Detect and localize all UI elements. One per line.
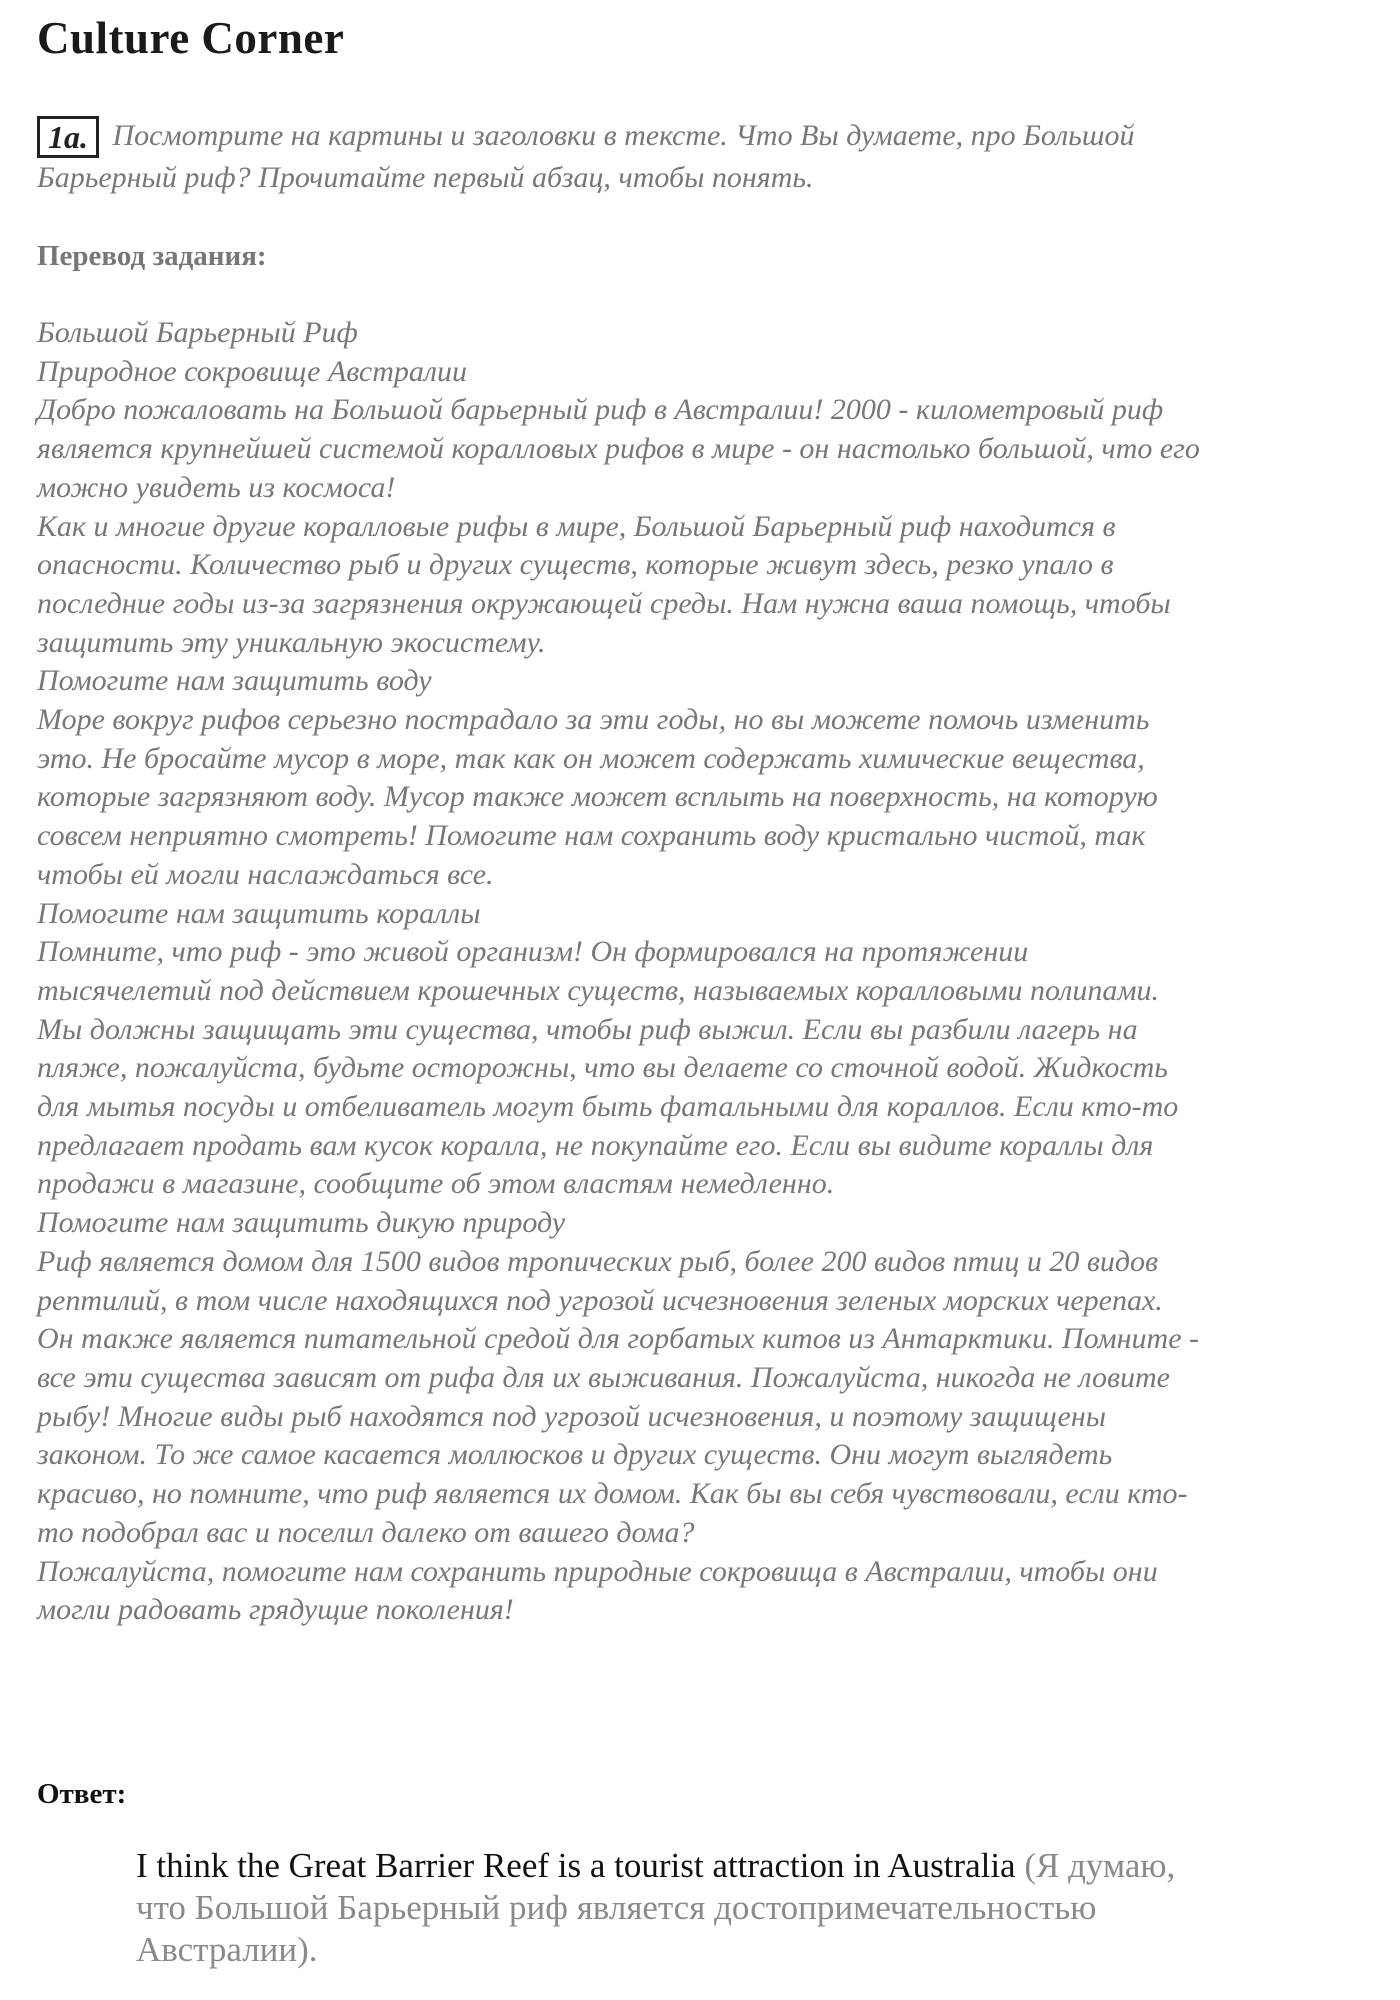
translation-line: красиво, но помните, что риф является их домом. Как бы вы себя чувствовали, если кто-: [37, 1477, 1188, 1511]
translation-line: можно увидеть из космоса!: [37, 470, 396, 504]
translation-line: то подобрал вас и поселил далеко от вашего дома?: [37, 1515, 695, 1549]
translation-line: Природное сокровище Австралии: [37, 354, 467, 388]
translation-text: [37, 314, 1362, 1630]
translation-line: продажи в магазине, сообщите об этом властям немедленно.: [37, 1167, 835, 1201]
page-title: Culture Corner: [37, 13, 345, 63]
translation-line: для мытья посуды и отбеливатель могут быть фатальными для кораллов. Если кто-то: [37, 1090, 1179, 1124]
translation-line: предлагает продать вам кусок коралла, не покупайте его. Если вы видите кораллы для: [37, 1128, 1154, 1162]
translation-line: Помогите нам защитить кораллы: [37, 896, 481, 930]
answer-label: Ответ:: [37, 1778, 127, 1810]
translation-line: рыбу! Многие виды рыб находятся под угрозой исчезновения, и поэтому защищены: [37, 1399, 1107, 1433]
translation-line: чтобы ей могли наслаждаться все.: [37, 857, 494, 891]
task-text-line-1: Посмотрите на картины и заголовки в тексте. Что Вы думаете, про Большой: [112, 119, 1135, 152]
translation-line: Пожалуйста, помогите нам сохранить природные сокровища в Австралии, чтобы они: [37, 1554, 1158, 1588]
translation-line: Как и многие другие коралловые рифы в мире, Большой Барьерный риф находится в: [37, 509, 1116, 543]
answer-russian-part-1: (Я думаю,: [1024, 1846, 1176, 1885]
translation-line: защитить эту уникальную экосистему.: [37, 625, 546, 659]
translation-line: тысячелетий под действием крошечных существ, называемых коралловыми полипами.: [37, 973, 1160, 1007]
translation-line: рептилий, в том числе находящихся под угрозой исчезновения зеленых морских черепах.: [37, 1283, 1163, 1317]
answer-text: [136, 1845, 1316, 1971]
translation-line: является крупнейшей системой коралловых рифов в мире - он настолько большой, что его: [37, 432, 1200, 466]
translation-line: Море вокруг рифов серьезно пострадало за эти годы, но вы можете помочь изменить: [37, 703, 1150, 737]
translation-heading: Перевод задания:: [37, 240, 267, 272]
answer-russian-line-2: что Большой Барьерный риф является достопримечательностью: [136, 1888, 1097, 1927]
translation-line: Большой Барьерный Риф: [37, 316, 358, 349]
translation-line: это. Не бросайте мусор в море, так как он может содержать химические вещества,: [37, 741, 1145, 775]
translation-line: Риф является домом для 1500 видов тропических рыб, более 200 видов птиц и 20 видов: [37, 1244, 1159, 1278]
answer-russian-line-3: Австралии).: [136, 1930, 318, 1969]
translation-line: Помогите нам защитить дикую природу: [37, 1206, 566, 1240]
translation-line: законом. То же самое касается моллюсков и других существ. Они могут выглядеть: [37, 1438, 1113, 1472]
translation-line: все эти существа зависят от рифа для их выживания. Пожалуйста, никогда не ловите: [37, 1360, 1170, 1394]
task-number-box: 1a.: [37, 116, 99, 158]
translation-line: которые загрязняют воду. Мусор также может всплыть на поверхность, на которую: [37, 780, 1158, 814]
translation-line: опасности. Количество рыб и других существ, которые живут здесь, резко упало в: [37, 548, 1114, 582]
translation-line: последние годы из-за загрязнения окружающей среды. Нам нужна ваша помощь, чтобы: [37, 586, 1171, 620]
answer-line-1: [136, 1845, 1316, 1887]
translation-line: Помните, что риф - это живой организм! Он формировался на протяжении: [37, 935, 1029, 969]
translation-line: Добро пожаловать на Большой барьерный риф в Австралии! 2000 - километровый риф: [37, 393, 1164, 427]
task-text-line-2: Барьерный риф? Прочитайте первый абзац, чтобы понять.: [37, 161, 814, 194]
translation-line: Помогите нам защитить воду: [37, 664, 432, 698]
task-instruction: [37, 116, 1357, 198]
translation-line: Мы должны защищать эти существа, чтобы риф выжил. Если вы разбили лагерь на: [37, 1012, 1138, 1046]
translation-line: могли радовать грядущие поколения!: [37, 1593, 514, 1627]
translation-line: Он также является питательной средой для горбатых китов из Антарктики. Помните -: [37, 1322, 1200, 1356]
answer-english: I think the Great Barrier Reef is a tourist attraction in Australia: [136, 1846, 1016, 1885]
translation-line: пляже, пожалуйста, будьте осторожны, что вы делаете со сточной водой. Жидкость: [37, 1051, 1168, 1085]
translation-line: совсем неприятно смотреть! Помогите нам сохранить воду кристально чистой, так: [37, 819, 1146, 853]
